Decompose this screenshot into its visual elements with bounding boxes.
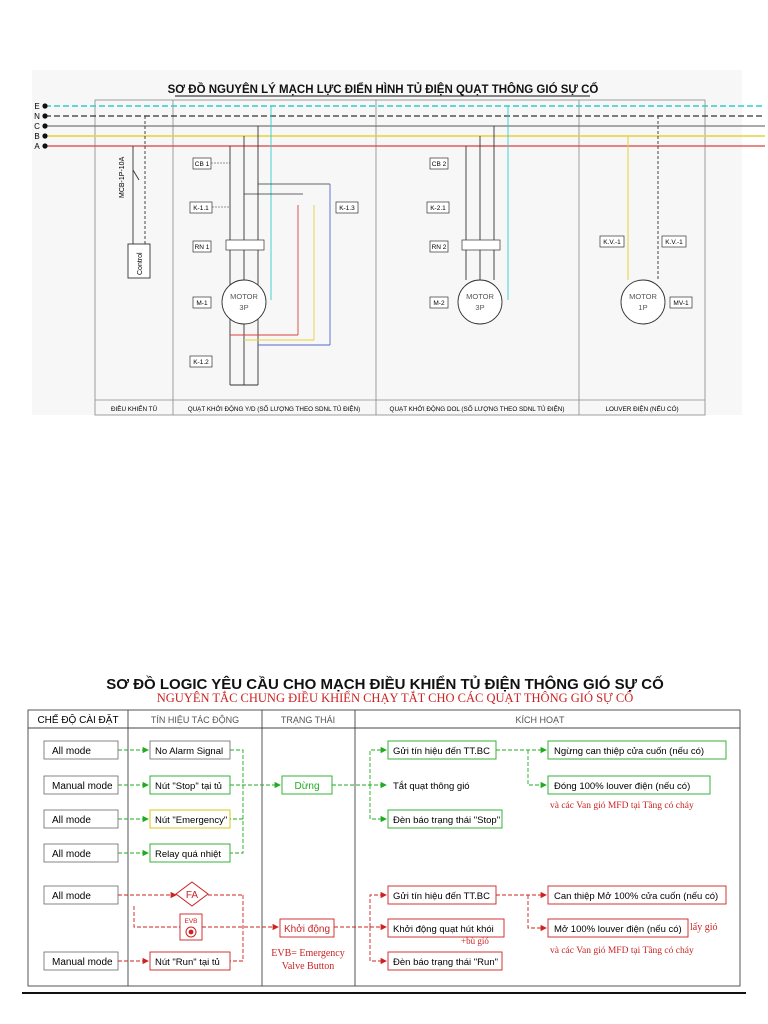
note-start: và các Van gió MFD tại Tầng có cháy	[550, 946, 694, 956]
kv-left-label: K.V.-1	[603, 239, 621, 246]
connector	[370, 750, 386, 785]
bus-terminal	[42, 113, 47, 118]
header-mode: CHẾ ĐỘ CÀI ĐẶT	[37, 715, 119, 726]
mode-label: Manual mode	[52, 781, 113, 792]
rn1-label: RN 1	[194, 244, 210, 251]
rn2-label: RN 2	[431, 244, 447, 251]
kv-right-label: K.V.-1	[665, 239, 683, 246]
connector	[528, 750, 546, 785]
rn2-relay	[462, 240, 500, 250]
header-state: TRẠNG THÁI	[280, 715, 336, 725]
k21-label: K-2.1	[430, 205, 446, 212]
action-label: Đèn báo trạng thái "Stop"	[393, 815, 501, 826]
power-diagram-title: SƠ ĐỒ NGUYÊN LÝ MẠCH LỰC ĐIỂN HÌNH TỦ ĐIỆN QUẠT THÔNG GIÓ SỰ CỐ	[167, 84, 599, 96]
action-label: Tắt quạt thông gió	[393, 781, 470, 792]
mv1-label: MV-1	[673, 300, 689, 307]
cb2-label: CB 2	[431, 161, 447, 168]
mode-boxes	[44, 741, 118, 970]
rn1-relay	[226, 240, 264, 250]
result-label: Can thiệp Mở 100% cửa cuốn (nếu có)	[554, 891, 719, 902]
action-label: Gửi tín hiệu đến TT.BC	[393, 746, 491, 757]
control-label: Control	[137, 252, 144, 275]
motor-m2-text: MOTOR	[466, 292, 494, 301]
footer-louver: LOUVER ĐIỆN (NẾU CÓ)	[605, 406, 679, 413]
evb-icon	[189, 930, 194, 935]
bus-terminal	[42, 123, 47, 128]
motor-mv1-text: 1P	[638, 303, 648, 312]
cb1-label: CB 1	[194, 161, 210, 168]
motor-m1-text: MOTOR	[230, 292, 258, 301]
action-label: Đèn báo trạng thái "Run"	[393, 957, 498, 968]
bus-label-b: B	[34, 132, 40, 141]
connector	[370, 927, 386, 961]
mode-label: All mode	[52, 746, 91, 757]
signal-label: Relay quá nhiệt	[155, 849, 222, 860]
k11-label: K-1.1	[193, 205, 209, 212]
action-label: Gửi tín hiệu đến TT.BC	[393, 891, 491, 902]
fa-label: FA	[185, 890, 199, 901]
signal-label: Nút "Emergency"	[155, 815, 228, 826]
motor-m2-text: 3P	[475, 303, 485, 312]
mcb-label: MCB-1P-10A	[119, 156, 126, 198]
signal-label: Nút "Run" tại tủ	[155, 957, 220, 968]
signal-label: No Alarm Signal	[155, 746, 224, 757]
bus-terminal	[42, 133, 47, 138]
mode-label: All mode	[52, 891, 91, 902]
motor-m1-text: 3P	[239, 303, 249, 312]
action-label: Khởi động quạt hút khói	[393, 924, 494, 935]
evb-note: Valve Button	[281, 961, 335, 972]
results-start-extra: lấy gió	[690, 922, 718, 933]
power-diagram	[32, 70, 765, 415]
m2-label: M-2	[433, 300, 445, 307]
evb-note: EVB= Emergency	[271, 948, 345, 959]
logic-title: SƠ ĐỒ LOGIC YÊU CẦU CHO MẠCH ĐIỀU KHIỂN TỦ ĐIỆN THÔNG GIÓ SỰ CỐ	[106, 676, 664, 693]
result-label: Đóng 100% louver điện (nếu có)	[554, 781, 691, 792]
bus-label-c: C	[34, 122, 40, 131]
motor-mv1-text: MOTOR	[629, 292, 657, 301]
result-label: Ngừng can thiệp cửa cuốn (nếu có)	[554, 746, 705, 757]
motor-m2	[458, 280, 502, 324]
mode-label: Manual mode	[52, 957, 113, 968]
bus-terminal	[42, 103, 47, 108]
logic-subtitle: NGUYÊN TẮC CHUNG ĐIỀU KHIỂN CHẠY TẮT CHO CÁC QUẠT THÔNG GIÓ SỰ CỐ	[156, 691, 634, 705]
bus-label-e: E	[34, 102, 40, 111]
header-action: KÍCH HOẠT	[515, 715, 565, 725]
motor-m1	[222, 280, 266, 324]
green-connectors	[118, 750, 546, 853]
connector	[370, 785, 386, 819]
connector	[230, 750, 243, 853]
note-stop: và các Van gió MFD tại Tầng có cháy	[550, 801, 694, 811]
k13-label: K-1.3	[339, 205, 355, 212]
signal-label: Nút "Stop" tại tủ	[155, 781, 222, 792]
mode-label: All mode	[52, 815, 91, 826]
k12-label: K-1.2	[193, 359, 209, 366]
connector	[528, 895, 546, 928]
bus-label-n: N	[34, 112, 40, 121]
evb-label: EVB	[184, 918, 198, 925]
state-stop-label: Dừng	[294, 781, 320, 792]
motor-mv1	[621, 280, 665, 324]
footer-control: ĐIỀU KHIỂN TỦ	[110, 406, 158, 413]
footer-yd: QUẠT KHỞI ĐỘNG Y/D (SỐ LƯỢNG THEO SDNL TỦ ĐIỆN)	[187, 406, 361, 413]
connector	[370, 895, 386, 927]
state-start-label: Khởi động	[283, 924, 331, 935]
mode-label: All mode	[52, 849, 91, 860]
header-signal: TÍN HIỆU TÁC ĐỘNG	[150, 715, 240, 725]
logic-diagram	[28, 675, 740, 986]
result-label: Mở 100% louver điện (nếu có)	[554, 924, 682, 935]
footer-dol: QUẠT KHỞI ĐỘNG DOL (SỐ LƯỢNG THEO SDNL TỦ ĐIỆN)	[389, 406, 565, 413]
start-extra: +bù gió	[461, 936, 489, 946]
m1-label: M-1	[196, 300, 208, 307]
power-diagram-background	[32, 70, 742, 415]
connector	[230, 895, 243, 961]
connector	[134, 906, 180, 927]
bus-label-a: A	[34, 142, 40, 151]
bus-terminal	[42, 143, 47, 148]
